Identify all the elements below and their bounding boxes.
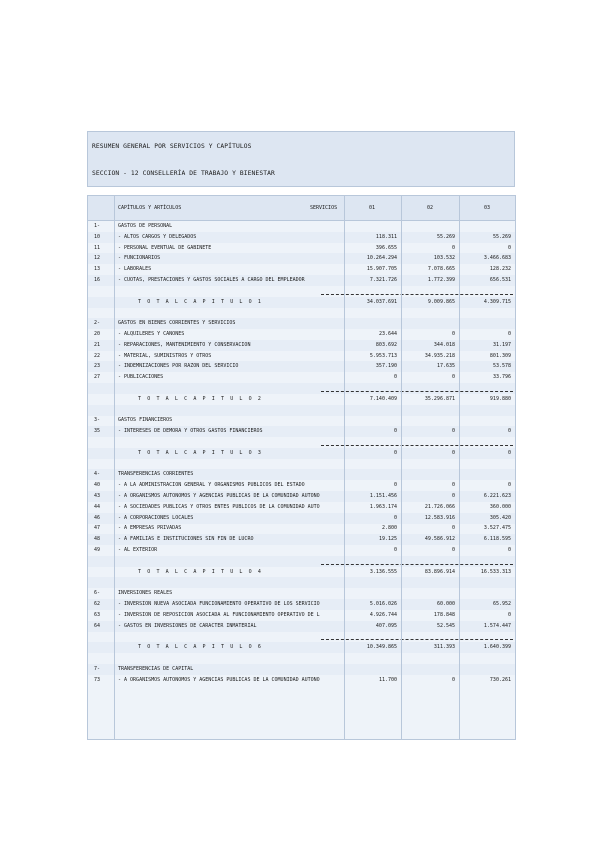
value-col-01: 4.926.744 [369,611,397,618]
table-row [88,513,515,524]
value-col-01: 10.264.294 [366,255,397,262]
row-description: - GASTOS EN INVERSIONES DE CARÁCTER INMATERIAL [118,622,257,629]
row-code: 44 [94,503,101,510]
table-row [88,253,515,264]
table-row [88,351,515,362]
row-code: 12 [94,255,101,262]
table-row [88,318,515,329]
table-row [88,631,515,642]
row-description: - CUOTAS, PRESTACIONES Y GASTOS SOCIALES A CARGO DEL EMPLEADOR [118,277,305,283]
row-code: 48 [94,536,101,543]
value-col-02: 0 [451,482,455,489]
subtotal-separator [321,564,513,565]
value-col-02: 12.583.916 [424,514,455,521]
value-col-02: 0 [451,449,455,456]
table-row [88,599,515,610]
value-col-02: 0 [451,525,455,532]
value-col-03: 656.531 [489,277,511,283]
value-col-01: 0 [393,514,397,521]
row-description: - A FAMILIAS E INSTITUCIONES SIN FIN DE LUCRO [118,536,254,543]
table-row [88,653,515,664]
row-description: - A ORGANISMOS AUTÓNOMOS Y AGENCIAS PÚBLICAS DE LA COMUNIDAD AUTÓNO [118,493,320,499]
row-description: GASTOS FINANCIEROS [118,417,173,424]
row-code: 73 [94,676,101,683]
value-col-02: 60.000 [436,601,455,607]
value-col-01: 11.700 [378,676,397,683]
row-description: - A EMPRESAS PRIVADAS [118,525,182,532]
value-col-02: 49.586.912 [424,536,455,543]
row-code: 46 [94,514,101,521]
value-col-01: 15.907.705 [366,266,397,273]
value-col-02: 17.635 [436,363,455,370]
row-description: T O T A L C A P Í T U L O 1 [138,298,263,305]
row-description: - REPARACIONES, MANTENIMIENTO Y CONSERVACIÓN [118,341,251,348]
value-col-03: 31.197 [492,341,511,348]
table-row [88,480,515,491]
row-description: - A SOCIEDADES PÚBLICAS Y OTROS ENTES PÚBLICOS DE LA COMUNIDAD AUTÓ [118,503,320,510]
row-code: 7- [94,665,101,672]
value-col-02: 21.726.066 [424,503,455,510]
row-code: 64 [94,622,101,629]
table-row [88,307,515,318]
table-row [88,415,515,426]
row-description: - A ORGANISMOS AUTÓNOMOS Y AGENCIAS PÚBLICAS DE LA COMUNIDAD AUTÓNO [118,676,320,683]
row-description: - MATERIAL, SUMINISTROS Y OTROS [118,352,212,359]
value-col-01: 7.140.409 [369,395,397,402]
column-divider [344,196,345,739]
value-col-01: 803.692 [375,341,397,348]
value-col-03: 3.527.475 [483,525,511,532]
row-code: 16 [94,277,101,283]
table-row [88,577,515,588]
subtotal-separator [321,639,513,640]
value-col-01: 0 [393,547,397,553]
value-col-03: 0 [507,244,511,251]
value-col-03: 919.880 [489,395,511,402]
table-row [88,329,515,340]
value-col-03: 16.533.313 [480,568,511,575]
row-description: - INTERESES DE DEMORA Y OTROS GASTOS FINANCIEROS [118,428,263,435]
row-description: - LABORALES [118,266,152,273]
value-col-03: 6.221.623 [483,493,511,499]
value-col-02: 7.078.665 [427,266,455,273]
value-col-03: 801.309 [489,352,511,359]
row-description: - INVERSIÓN NUEVA ASOCIADA FUNCIONAMIENTO OPERATIVO DE LOS SERVICIO [118,601,320,607]
table-row [88,469,515,480]
value-col-02: 0 [451,331,455,337]
value-col-02: 103.532 [433,255,455,262]
value-col-01: 407.095 [375,622,397,629]
value-col-02: 178.848 [433,611,455,618]
value-col-03: 6.118.595 [483,536,511,543]
subtotal-separator [321,294,513,295]
value-col-03: 0 [507,449,511,456]
table-row [88,405,515,416]
table-row [88,523,515,534]
value-col-01: 23.644 [378,331,397,337]
header-col-01: 01 [369,205,376,211]
value-col-03: 730.261 [489,676,511,683]
value-col-01: 396.655 [375,244,397,251]
value-col-03: 0 [507,611,511,618]
value-col-03: 128.232 [489,266,511,273]
table-row [88,232,515,243]
value-col-01: 5.016.026 [369,601,397,607]
row-code: 1- [94,223,101,229]
budget-table [87,195,516,740]
header-col-03: 03 [484,205,491,211]
value-col-03: 55.269 [492,233,511,240]
table-row [88,675,515,686]
column-divider [114,196,115,739]
row-description: - INDEMNIZACIONES POR RAZÓN DEL SERVICIO [118,363,239,370]
value-col-01: 1.963.174 [369,503,397,510]
value-col-03: 1.640.399 [483,644,511,651]
value-col-02: 311.393 [433,644,455,651]
section-title: SECCION - 12 CONSELLERÍA DE TRABAJO Y BIENESTAR [92,170,275,177]
value-col-02: 1.772.399 [427,277,455,283]
total-row [88,394,515,405]
value-col-02: 35.296.871 [424,395,455,402]
header-capitulos: CAPÍTULOS Y ARTÍCULOS [118,205,182,211]
report-title: RESUMEN GENERAL POR SERVICIOS Y CAPÍTULOS [92,143,252,150]
row-code: 63 [94,611,101,618]
table-row [88,437,515,448]
value-col-03: 3.466.683 [483,255,511,262]
row-code: 13 [94,266,101,273]
row-code: 40 [94,482,101,489]
row-description: - FUNCIONARIOS [118,255,161,262]
row-code: 43 [94,493,101,499]
row-code: 2- [94,320,101,327]
row-description: - AL EXTERIOR [118,547,158,553]
value-col-03: 0 [507,331,511,337]
row-code: 23 [94,363,101,370]
table-row [88,545,515,556]
row-code: 62 [94,601,101,607]
table-row [88,491,515,502]
total-row [88,567,515,578]
table-row [88,243,515,254]
value-col-01: 0 [393,428,397,435]
row-description: - PERSONAL EVENTUAL DE GABINETE [118,244,212,251]
value-col-03: 4.309.715 [483,298,511,305]
row-code: 27 [94,374,101,381]
report-header [87,131,515,187]
table-row [88,221,515,232]
row-code: 22 [94,352,101,359]
row-description: T O T A L C A P Í T U L O 4 [138,568,263,575]
row-description: INVERSIONES REALES [118,590,173,597]
row-code: 10 [94,233,101,240]
value-col-01: 3.136.555 [369,568,397,575]
table-row [88,361,515,372]
value-col-01: 7.321.726 [369,277,397,283]
value-col-01: 10.349.865 [366,644,397,651]
subtotal-separator [321,391,513,392]
table-row [88,426,515,437]
table-row [88,286,515,297]
table-row [88,340,515,351]
table-row [88,459,515,470]
row-description: - ALQUILERES Y CÁNONES [118,331,185,337]
table-row [88,556,515,567]
row-description: GASTOS DE PERSONAL [118,223,173,229]
value-col-01: 34.037.691 [366,298,397,305]
value-col-02: 0 [451,428,455,435]
value-col-02: 344.018 [433,341,455,348]
value-col-03: 1.574.447 [483,622,511,629]
value-col-01: 0 [393,482,397,489]
table-row [88,502,515,513]
row-description: TRANSFERENCIAS CORRIENTES [118,471,194,478]
value-col-02: 34.935.218 [424,352,455,359]
value-col-01: 0 [393,449,397,456]
value-col-02: 0 [451,374,455,381]
value-col-01: 357.190 [375,363,397,370]
header-servicios: SERVICIOS [310,205,338,211]
row-code: 11 [94,244,101,251]
column-divider [401,196,402,739]
row-code: 47 [94,525,101,532]
row-description: GASTOS EN BIENES CORRIENTES Y SERVICIOS [118,320,236,327]
value-col-03: 0 [507,482,511,489]
header-col-02: 02 [427,205,434,211]
value-col-03: 53.578 [492,363,511,370]
value-col-01: 5.953.713 [369,352,397,359]
row-description: - ALTOS CARGOS Y DELEGADOS [118,233,197,240]
table-row [88,588,515,599]
row-code: 35 [94,428,101,435]
subtotal-separator [321,445,513,446]
value-col-01: 0 [393,374,397,381]
row-description: T O T A L C A P Í T U L O 3 [138,449,263,456]
table-row [88,275,515,286]
value-col-03: 305.420 [489,514,511,521]
value-col-03: 0 [507,428,511,435]
row-code: 4- [94,471,101,478]
value-col-02: 52.545 [436,622,455,629]
value-col-02: 83.896.914 [424,568,455,575]
column-divider [459,196,460,739]
table-row [88,372,515,383]
table-row [88,610,515,621]
value-col-01: 19.125 [378,536,397,543]
value-col-02: 0 [451,493,455,499]
row-description: - A LA ADMINISTRACIÓN GENERAL Y ORGANISMOS PÚBLICOS DEL ESTADO [118,482,305,489]
value-col-02: 0 [451,676,455,683]
table-header [88,196,515,221]
value-col-01: 1.151.456 [369,493,397,499]
value-col-03: 33.796 [492,374,511,381]
value-col-02: 0 [451,547,455,553]
row-description: T O T A L C A P Í T U L O 6 [138,644,263,651]
value-col-03: 65.952 [492,601,511,607]
row-code: 3- [94,417,101,424]
value-col-01: 2.800 [381,525,397,532]
table-row [88,264,515,275]
row-description: - PUBLICACIONES [118,374,164,381]
total-row [88,642,515,653]
total-row [88,448,515,459]
row-description: - INVERSIÓN DE REPOSICIÓN ASOCIADA AL FUNCIONAMIENTO OPERATIVO DE L [118,611,320,618]
value-col-03: 360.000 [489,503,511,510]
value-col-03: 0 [507,547,511,553]
row-description: - A CORPORACIONES LOCALES [118,514,194,521]
row-code: 21 [94,341,101,348]
total-row [88,297,515,308]
table-row [88,664,515,675]
table-row [88,621,515,632]
row-code: 20 [94,331,101,337]
value-col-02: 55.269 [436,233,455,240]
row-code: 6- [94,590,101,597]
table-row [88,534,515,545]
row-code: 49 [94,547,101,553]
row-description: T O T A L C A P Í T U L O 2 [138,395,263,402]
table-row [88,383,515,394]
value-col-02: 0 [451,244,455,251]
value-col-01: 118.311 [375,233,397,240]
value-col-02: 9.009.865 [427,298,455,305]
row-description: TRANSFERENCIAS DE CAPITAL [118,665,194,672]
